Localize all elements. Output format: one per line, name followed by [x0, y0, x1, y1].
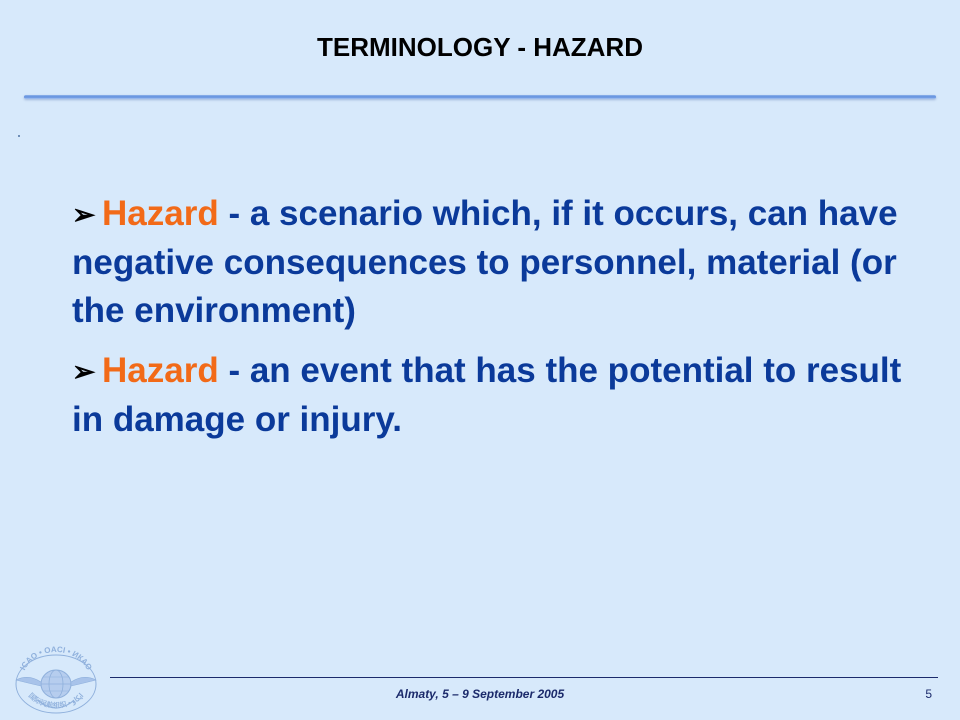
bullet-term: Hazard	[102, 351, 219, 390]
bullet-definition: - a scenario which, if it occurs, can have negative consequences to personnel, material (or the environment)	[72, 194, 898, 330]
bullet-item-1	[72, 190, 922, 335]
logo-ring-text-bottom: 国际民航组织 • ايكاو	[26, 692, 86, 710]
icao-emblem-icon	[8, 642, 104, 714]
stray-dot	[18, 135, 20, 137]
footer-event: Almaty, 5 – 9 September 2005	[395, 687, 565, 701]
bullet-definition: - an event that has the potential to result in damage or injury.	[72, 351, 902, 439]
bullet-list	[72, 190, 922, 456]
slide-title: TERMINOLOGY - HAZARD	[317, 32, 643, 62]
svg-text:ICAO • OACI • ИКАО	[18, 645, 93, 672]
bullet-term: Hazard	[102, 194, 219, 233]
arrow-bullet-icon: ➢	[72, 199, 96, 230]
logo-ring-text-top: ICAO • OACI • ИКАО	[18, 644, 94, 672]
bullet-item-2	[72, 347, 922, 444]
footer-divider	[110, 677, 938, 678]
arrow-bullet-icon: ➢	[72, 356, 96, 387]
title-divider	[24, 95, 936, 99]
page-number: 5	[925, 687, 932, 701]
